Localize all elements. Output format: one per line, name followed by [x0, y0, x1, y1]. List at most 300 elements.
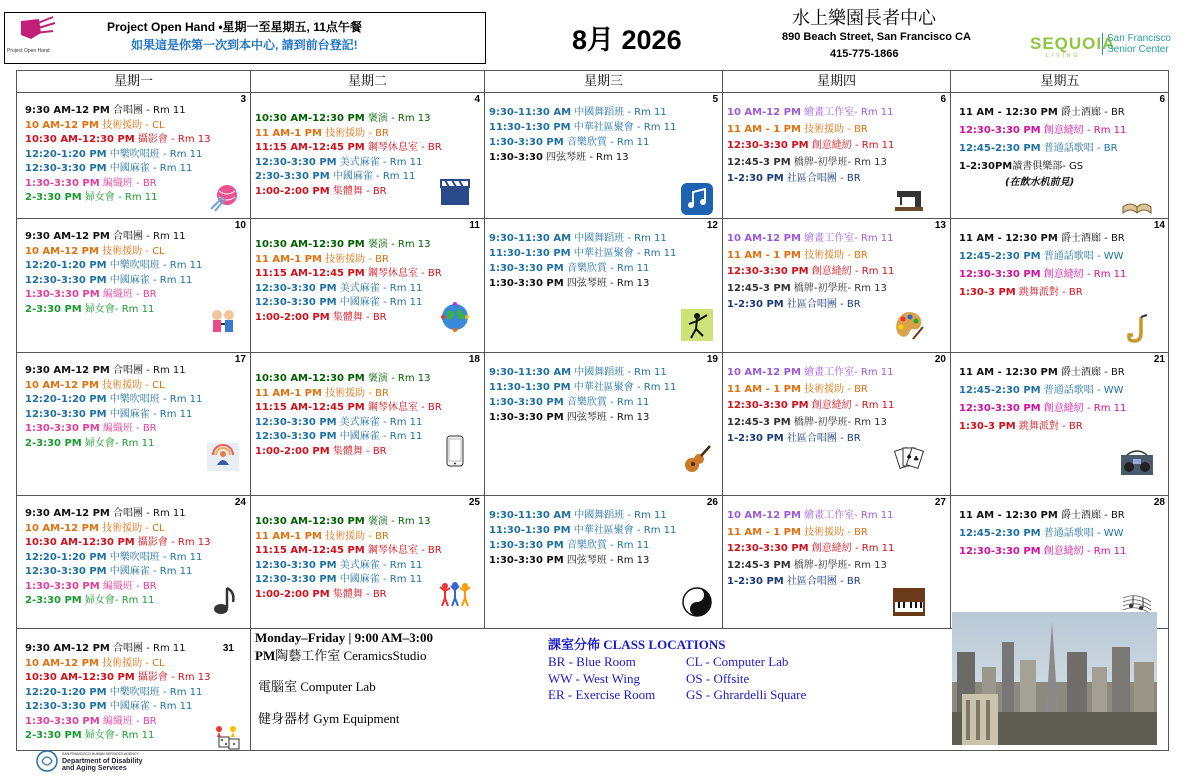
calendar-event — [25, 658, 165, 670]
calendar-event — [25, 365, 186, 377]
event-title: 中國麻雀 - Rm 11 — [106, 408, 193, 420]
dancing-people-icon — [439, 578, 471, 610]
event-time: 12:30-3:30 PM — [959, 125, 1041, 136]
calendar-event — [255, 254, 389, 266]
event-time: 1:00-2:00 PM — [255, 311, 330, 323]
event-title: 音樂欣賞 - Rm 11 — [563, 137, 650, 148]
event-time: 10 AM-12 PM — [25, 119, 99, 131]
day-cell — [485, 219, 723, 353]
gym-info: 健身器材 Gym Equipment — [258, 711, 400, 726]
playing-cards-icon — [893, 443, 925, 475]
calendar-event — [255, 516, 431, 528]
calendar-event — [255, 113, 431, 125]
day-cell — [485, 353, 723, 496]
center-name: 水上樂園長者中心 — [792, 8, 936, 29]
event-time: 12:30-3:30 PM — [727, 140, 809, 151]
calendar-event — [489, 152, 629, 164]
event-title: 褒演 - Rm 13 — [364, 373, 431, 384]
calendar-event — [25, 120, 165, 132]
event-time: 2:30-3:30 PM — [255, 171, 330, 182]
event-title: 爵士酒廊 - BR — [1057, 367, 1125, 378]
day-header: 星期二 — [251, 71, 485, 93]
event-title: 讀書俱樂部- GS — [1012, 161, 1084, 172]
event-title: 編織班 - BR — [99, 423, 157, 434]
calendar-event — [255, 142, 442, 154]
calendar-event — [25, 380, 165, 392]
event-time: 11:30-1:30 PM — [489, 525, 571, 536]
location-br: BR - Blue Room — [548, 654, 636, 669]
calendar-event — [255, 388, 389, 400]
calendar-event — [25, 231, 186, 243]
event-title: 中國麻雀 - Rm 11 — [106, 566, 193, 577]
event-time: 12:30-3:30 PM — [255, 156, 337, 168]
calendar-event — [255, 239, 431, 251]
calendar-event — [255, 171, 415, 183]
event-time: 11:30-1:30 PM — [489, 382, 571, 393]
event-time: 12:45-2:30 PM — [959, 528, 1041, 539]
event-time: 1:00-2:00 PM — [255, 588, 330, 600]
event-title: 婦女會- Rm 11 — [81, 730, 155, 741]
event-time: 2-3:30 PM — [25, 303, 82, 315]
event-time: 11 AM - 12:30 PM — [959, 510, 1058, 521]
day-header: 星期四 — [723, 71, 951, 93]
calendar-event — [25, 581, 157, 593]
event-time: 9:30-11:30 AM — [489, 510, 572, 521]
calendar-event — [25, 552, 202, 564]
eighth-note-icon — [207, 584, 239, 616]
day-cell — [951, 219, 1169, 353]
event-title: 普通話歌唱 - BR — [1040, 143, 1118, 154]
calendar-event — [727, 250, 868, 262]
event-title: 技術援助 - BR — [800, 526, 868, 538]
event-title: 美式麻雀 - Rm 11 — [336, 559, 423, 571]
event-title: 中國麻雀 - Rm 11 — [329, 171, 416, 182]
day-cell — [951, 353, 1169, 496]
calendar-event — [727, 400, 894, 412]
event-time: 12:45-2:30 PM — [959, 143, 1041, 154]
boombox-icon — [1121, 447, 1153, 479]
event-time: 12:30-3:30 PM — [727, 400, 809, 411]
event-time: 11 AM-1 PM — [255, 253, 322, 265]
event-title: 攝影會 - Rm 13 — [134, 134, 211, 145]
calendar-event — [489, 382, 676, 394]
event-title: 鋼琴休息室 - BR — [364, 268, 442, 279]
event-title: 集體舞 - BR — [329, 185, 387, 197]
calendar-event — [255, 186, 387, 198]
event-title: 中華社區聚會 - Rm 11 — [570, 382, 677, 393]
event-time: 12:30-3:30 PM — [255, 282, 337, 294]
event-time: 12:30-3:30 PM — [255, 416, 337, 428]
event-time: 10:30 AM-12:30 PM — [255, 239, 365, 250]
calendar-event — [727, 299, 861, 311]
location-cl: CL - Computer Lab — [686, 654, 789, 669]
event-title: 普通話歌唱 - WW — [1040, 385, 1124, 396]
day-number: 14 — [1153, 220, 1165, 231]
day-number: 6 — [940, 94, 946, 105]
guitar-icon — [681, 443, 713, 475]
calendar-event — [727, 510, 893, 522]
event-title: 技術援助 - BR — [321, 253, 389, 265]
event-title: 橋牌-初學班- Rm 13 — [790, 416, 887, 428]
clapperboard-icon — [439, 175, 471, 207]
calendar-event — [959, 528, 1124, 540]
music-note-icon — [681, 183, 713, 215]
day-cell — [251, 353, 485, 496]
event-time: 12:30-3:30 PM — [25, 566, 107, 577]
piano-icon — [893, 586, 925, 618]
calendar-event — [255, 128, 389, 140]
calendar-event — [25, 246, 165, 258]
calendar-event — [959, 421, 1083, 433]
calendar-event — [727, 233, 893, 245]
day-cell — [17, 629, 251, 751]
calendar-event — [25, 643, 186, 655]
event-title: 中樂吹唱班 - Rm 11 — [106, 148, 203, 160]
event-title: 爵士酒廊 - BR — [1057, 107, 1125, 118]
event-title: 合唱團 - Rm 11 — [109, 508, 186, 519]
calendar-event — [489, 412, 649, 424]
event-time: 1:00-2:00 PM — [255, 445, 330, 457]
event-title: 中國舞蹈班 - Rm 11 — [571, 510, 667, 521]
event-title: 鋼琴休息室 - BR — [364, 402, 442, 413]
center-address: 890 Beach Street, San Francisco CA — [782, 31, 971, 43]
event-time: 11:15 AM-12:45 PM — [255, 142, 365, 153]
day-cell — [951, 93, 1169, 219]
board-game-icon — [211, 719, 243, 751]
calendar-event — [959, 367, 1125, 379]
event-time: 10:30 AM-12:30 PM — [255, 113, 365, 124]
event-time: 10 AM-12 PM — [727, 233, 801, 244]
event-title: 技術援助 - CL — [98, 245, 165, 257]
event-title: 鋼琴休息室 - BR — [364, 142, 442, 153]
calendar-event — [727, 157, 887, 169]
calendar-event — [255, 560, 422, 572]
event-title: 編織班 - BR — [99, 715, 157, 727]
event-title: 集體舞 - BR — [329, 445, 387, 457]
event-time: 12:30-3:30 PM — [255, 574, 337, 585]
calendar-event — [489, 233, 667, 245]
event-title: 繪畫工作室- Rm 11 — [800, 510, 894, 521]
calendar-event — [959, 403, 1126, 415]
calendar-event — [489, 248, 676, 260]
day-header: 星期三 — [485, 71, 723, 93]
event-title: 四弦琴班 - Rm 13 — [563, 412, 650, 423]
event-title: 橋牌-初學班- Rm 13 — [790, 282, 887, 294]
event-title: 合唱團 - Rm 11 — [109, 105, 186, 116]
calendar-event — [727, 417, 887, 429]
event-title: 中樂吹唱班 - Rm 11 — [106, 394, 203, 405]
yarn-icon — [207, 181, 239, 213]
event-title: 技術援助 - BR — [321, 530, 389, 542]
event-title: 技術援助 - BR — [800, 249, 868, 261]
calendar-event — [727, 576, 861, 588]
event-time: 11 AM - 12:30 PM — [959, 233, 1058, 244]
book-icon — [1121, 187, 1153, 219]
calendar-event — [255, 402, 442, 414]
sequoia-logo: SEQUOIA — [1030, 34, 1116, 53]
day-cell — [485, 93, 723, 219]
event-time: 2-3:30 PM — [25, 192, 82, 203]
event-title: 中國麻雀 - Rm 11 — [106, 274, 193, 286]
event-time: 11 AM - 1 PM — [727, 526, 801, 538]
calendar-event — [25, 523, 165, 535]
event-time: 12:20-1:20 PM — [25, 394, 107, 405]
event-time: 1:30-3:30 PM — [489, 263, 564, 274]
dancer-icon — [681, 309, 713, 341]
event-title: 爵士酒廊 - BR — [1057, 233, 1125, 244]
calendar-event — [255, 312, 387, 324]
calendar-event — [959, 143, 1118, 155]
location-os: OS - Offsite — [686, 671, 750, 686]
event-title: 褒演 - Rm 13 — [364, 239, 431, 250]
day-number: 25 — [468, 497, 480, 508]
calendar-event — [255, 446, 387, 458]
day-cell — [17, 496, 251, 629]
event-title: 創意縫紉 - Rm 11 — [808, 266, 895, 277]
event-title: 褒演 - Rm 13 — [364, 113, 431, 124]
day-number: 24 — [234, 497, 246, 508]
event-title: 音樂欣賞 - Rm 11 — [563, 263, 650, 274]
day-number: 5 — [712, 94, 718, 105]
calendar-event — [1005, 177, 1074, 189]
calendar-event — [25, 289, 157, 301]
day-cell — [251, 496, 485, 629]
center-phone: 415-775-1866 — [830, 48, 899, 60]
location-ww: WW - West Wing — [548, 671, 640, 686]
logo-caption: Project Open Hand — [7, 48, 50, 54]
day-cell — [723, 219, 951, 353]
event-title: 編織班 - BR — [99, 580, 157, 592]
event-title: 中樂吹唱班 - Rm 11 — [106, 260, 203, 271]
event-time: 12:45-3 PM — [727, 282, 791, 294]
calendar-event — [25, 178, 157, 190]
event-time: 12:30-3:30 PM — [25, 408, 107, 420]
event-title: 中國麻雀 - Rm 11 — [106, 163, 193, 174]
event-time: 11:30-1:30 PM — [489, 248, 571, 259]
event-time: 10 AM-12 PM — [727, 367, 801, 378]
event-title: 繪畫工作室- Rm 11 — [800, 367, 894, 378]
event-time: 9:30-11:30 AM — [489, 107, 572, 118]
event-time: 1:30-3:30 PM — [489, 397, 564, 408]
computer-lab-info: 電腦室 Computer Lab — [258, 679, 376, 694]
event-title: 音樂欣賞 - Rm 11 — [563, 540, 650, 551]
day-number: 18 — [468, 354, 480, 365]
calendar-event — [727, 173, 861, 185]
day-cell — [251, 219, 485, 353]
dancing-couple-icon — [207, 307, 239, 339]
event-title: 中樂吹唱班 - Rm 11 — [106, 686, 203, 698]
calendar-event — [25, 163, 192, 175]
event-title: 鋼琴休息室 - BR — [364, 545, 442, 556]
day-cell — [17, 353, 251, 496]
event-title: 橋牌-初學班- Rm 13 — [790, 156, 887, 168]
event-time: 10 AM-12 PM — [727, 510, 801, 521]
day-cell — [17, 219, 251, 353]
day-number: 6 — [1159, 94, 1165, 105]
event-title: 中國舞蹈班 - Rm 11 — [571, 367, 667, 378]
ceramics-studio: PM陶藝工作室 CeramicsStudio — [255, 648, 427, 663]
event-time: 10 AM-12 PM — [25, 657, 99, 669]
event-title: 美式麻雀 - Rm 11 — [336, 156, 423, 168]
day-number: 28 — [1153, 497, 1165, 508]
event-time: 12:20-1:20 PM — [25, 551, 107, 563]
calendar-event — [727, 124, 868, 136]
event-title: 四弦琴班 - Rm 13 — [563, 555, 650, 566]
day-number: 26 — [706, 497, 718, 508]
calendar-event — [489, 510, 667, 522]
event-title: 創意縫紉 - Rm 11 — [808, 543, 895, 554]
event-title: 創意縫紉 - Rm 11 — [1040, 403, 1127, 414]
svg-text:♠: ♠ — [906, 453, 913, 461]
event-title: 集體舞 - BR — [329, 311, 387, 323]
event-time: 1:30-3 PM — [959, 287, 1016, 298]
event-time: 12:30-3:30 PM — [255, 297, 337, 308]
event-time: 11:15 AM-12:45 PM — [255, 268, 365, 279]
calendar-event — [489, 540, 649, 552]
location-gs: GS - Ghrardelli Square — [686, 687, 807, 702]
calendar-event — [25, 409, 192, 421]
event-time: 12:45-2:30 PM — [959, 251, 1041, 262]
event-time: 10 AM-12 PM — [727, 107, 801, 118]
event-title: 攝影會 - Rm 13 — [134, 672, 211, 683]
day-number: 31 — [222, 643, 234, 654]
event-title: 褒演 - Rm 13 — [364, 516, 431, 527]
event-time: 9:30 AM-12 PM — [25, 643, 110, 654]
calendar-event — [25, 595, 154, 607]
event-time: 9:30 AM-12 PM — [25, 365, 110, 376]
event-time: 11 AM-1 PM — [255, 387, 322, 399]
sf-senior-center-logo: San Francisco Senior Center — [1102, 33, 1171, 55]
calendar-event — [959, 233, 1125, 245]
smartphone-icon — [439, 435, 471, 467]
event-title: 中國麻雀 - Rm 11 — [336, 431, 423, 442]
calendar-event — [25, 275, 192, 287]
event-title: 技術援助 - BR — [800, 123, 868, 135]
event-title: 中樂吹唱班 - Rm 11 — [106, 551, 203, 563]
calendar-event — [25, 730, 154, 742]
event-time: 10 AM-12 PM — [25, 379, 99, 391]
calendar-event — [727, 266, 894, 278]
yin-yang-icon — [681, 586, 713, 618]
event-time: 1-2:30PM — [959, 161, 1013, 172]
calendar-event — [489, 263, 649, 275]
event-time: 11 AM - 1 PM — [727, 123, 801, 135]
event-title: 普通話歌唱 - WW — [1040, 251, 1124, 262]
event-title: 合唱團 - Rm 11 — [109, 643, 186, 654]
globe-icon — [439, 301, 471, 333]
ceramics-hours: Monday–Friday | 9:00 AM–3:00 — [255, 630, 433, 645]
event-time: 11:30-1:30 PM — [489, 122, 571, 133]
event-title: 中國麻雀 - Rm 11 — [336, 297, 423, 308]
day-number: 20 — [934, 354, 946, 365]
event-title: 技術援助 - CL — [98, 379, 165, 391]
calendar-event — [25, 508, 186, 520]
calendar-event — [25, 149, 202, 161]
calendar-event — [25, 134, 211, 146]
day-cell — [251, 93, 485, 219]
dept-disability-aging-text: SAN FRANCISCO HUMAN SERVICES AGENCY Department of Disability and Aging Services — [62, 752, 143, 772]
day-number: 3 — [240, 94, 246, 105]
event-time: 1:30-3:30 PM — [489, 412, 564, 423]
event-title: 編織班 - BR — [99, 289, 157, 300]
event-time: 9:30-11:30 AM — [489, 367, 572, 378]
event-title: (在飲水机前見) — [1005, 177, 1075, 188]
event-time: 1:30-3:30 PM — [489, 555, 564, 566]
event-title: 中國麻雀 - Rm 11 — [336, 574, 423, 585]
calendar-event — [255, 157, 422, 169]
calendar-event — [959, 125, 1126, 137]
event-title: 創意縫紉 - Rm 11 — [1040, 269, 1127, 280]
calendar-event — [25, 394, 202, 406]
event-title: 繪畫工作室- Rm 11 — [800, 233, 894, 244]
event-title: 合唱團 - Rm 11 — [109, 231, 186, 242]
calendar-event — [255, 431, 422, 443]
calendar-event — [727, 527, 868, 539]
event-time: 12:30-3:30 PM — [727, 543, 809, 554]
event-title: 橋牌-初學班- Rm 13 — [790, 559, 887, 571]
calendar-event — [25, 701, 192, 713]
calendar-event — [489, 525, 676, 537]
calendar-event — [959, 510, 1125, 522]
event-title: 技術援助 - BR — [321, 127, 389, 139]
calendar-month-title: 8月 2026 — [572, 25, 682, 55]
header-box — [4, 12, 486, 64]
event-time: 10:30 AM-12:30 PM — [255, 373, 365, 384]
event-time: 10:30 AM-12:30 PM — [25, 672, 135, 683]
event-title: 合唱團 - Rm 11 — [109, 365, 186, 376]
event-time: 12:30-3:30 PM — [727, 266, 809, 277]
event-time: 2-3:30 PM — [25, 730, 82, 741]
event-time: 1:30-3:30 — [489, 152, 543, 163]
calendar-event — [25, 566, 192, 578]
event-time: 12:30-3:30 PM — [25, 274, 107, 286]
day-cell — [485, 496, 723, 629]
calendar-event — [727, 107, 893, 119]
event-time: 1:30-3:30 PM — [25, 423, 100, 434]
event-title: 中國舞蹈班 - Rm 11 — [571, 233, 667, 244]
calendar-event — [727, 433, 861, 445]
calendar-event — [959, 251, 1124, 263]
registration-notice: 如果這是你第一次到本中心, 請到前台登記! — [131, 38, 358, 52]
event-time: 1-2:30 PM — [727, 576, 784, 587]
class-locations-title: 課室分佈 CLASS LOCATIONS — [548, 637, 726, 652]
calendar-event — [255, 545, 442, 557]
event-title: 美式麻雀 - Rm 11 — [336, 282, 423, 294]
calendar-event — [959, 287, 1083, 299]
day-number: 27 — [934, 497, 946, 508]
event-time: 10:30 AM-12:30 PM — [255, 516, 365, 527]
event-title: 婦女會 - Rm 11 — [81, 192, 158, 203]
event-title: 婦女會- Rm 11 — [81, 303, 155, 315]
location-er: ER - Exercise Room — [548, 687, 656, 702]
event-time: 11 AM - 1 PM — [727, 383, 801, 395]
calendar-event — [727, 140, 894, 152]
calendar-event — [255, 574, 422, 586]
calendar-event — [255, 373, 431, 385]
event-time: 12:30-3:30 PM — [959, 403, 1041, 414]
event-title: 普通話歌唱 - WW — [1040, 528, 1124, 539]
day-number: 12 — [706, 220, 718, 231]
day-cell — [951, 496, 1169, 629]
event-title: 音樂欣賞 - Rm 11 — [563, 397, 650, 408]
event-title: 技術援助 - CL — [98, 657, 165, 669]
event-time: 11 AM - 1 PM — [727, 249, 801, 261]
event-title: 創意縫紉 - Rm 11 — [1040, 546, 1127, 557]
calendar-event — [255, 268, 442, 280]
day-number: 21 — [1153, 354, 1165, 365]
event-time: 11 AM - 12:30 PM — [959, 107, 1058, 118]
calendar-event — [727, 543, 894, 555]
